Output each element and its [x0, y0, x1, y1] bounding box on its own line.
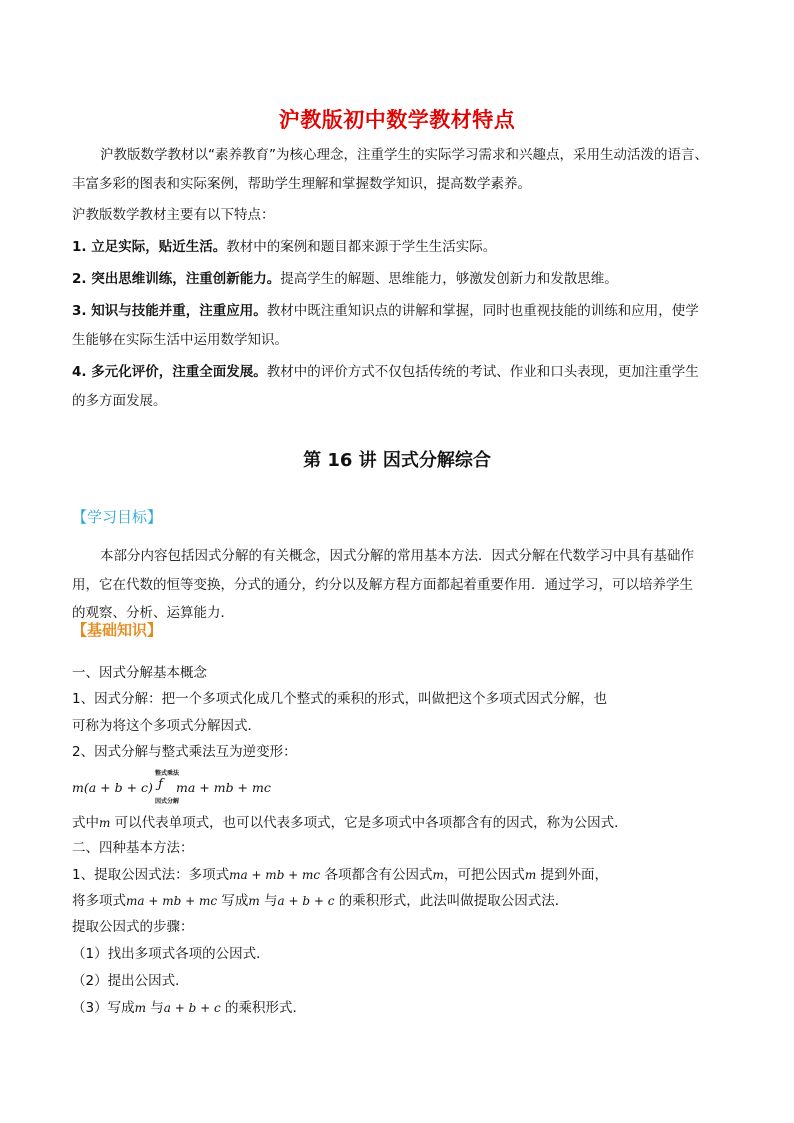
inverse-relation-text: 2、因式分解与整式乘法互为逆变形：: [72, 744, 297, 760]
common-factor-note: [72, 813, 628, 833]
m1-text-a: 1、提取公因式法：多项式: [72, 867, 230, 883]
intro-paragraph-line2: 丰富多彩的图表和实际案例，帮助学生理解和掌握数学知识，提高数学素养。: [72, 176, 531, 192]
m1l2-expr2: a + b + c: [277, 894, 335, 908]
note-var-m: m: [99, 816, 111, 830]
lecture-title: 第 16 讲 因式分解综合: [303, 450, 491, 471]
step-3: [72, 998, 306, 1018]
step3-text-a: （3）写成: [72, 1000, 135, 1016]
feature-item-4-line2: 的多方面发展。: [72, 393, 167, 409]
steps-title: 提取公因式的步骤：: [72, 919, 194, 935]
learning-goals-line2: 用，它在代数的恒等变换，分式的通分，约分以及解方程方面都起着重要作用．通过学习，可以培养学生: [72, 577, 693, 593]
step3-text-b: 与: [145, 1000, 164, 1016]
definition-line1: 1、因式分解：把一个多项式化成几个整式的乘积的形式，叫做把这个多项式因式分解，也: [72, 691, 608, 707]
learning-goals-heading: 【学习目标】: [72, 508, 163, 526]
m1l2-var-m: m: [248, 894, 260, 908]
m1-var-m: m: [432, 868, 444, 882]
m1l2-text-a: 将多项式: [72, 893, 126, 909]
feature-item-4: [72, 362, 699, 382]
m1l2-text-b: 写成: [217, 893, 249, 909]
m1-text-b: 各项都含有公因式: [320, 867, 433, 883]
note-text-a: 式中: [72, 815, 99, 831]
basic-knowledge-heading: 【基础知识】: [72, 621, 163, 639]
note-text-b: 可以代表单项式，也可以代表多项式，它是多项式中各项都含有的因式，称为公因式．: [110, 815, 628, 831]
section-2-title: 二、四种基本方法：: [72, 840, 194, 856]
learning-goals-line1: 本部分内容包括因式分解的有关概念，因式分解的常用基本方法．因式分解在代数学习中具有基础作: [100, 548, 694, 564]
feature-item-3-text: 教材中既注重知识点的讲解和掌握，同时也重视技能的训练和应用，使学: [266, 303, 699, 319]
feature-item-1-text: 教材中的案例和题目都来源于学生生活实际。: [226, 239, 497, 255]
definition-line2: 可称为将这个多项式分解因式．: [72, 718, 261, 734]
step3-text-c: 的乘积形式．: [220, 1000, 307, 1016]
formula-rhs: ma + mb + mc: [176, 780, 271, 795]
learning-goals-line3: 的观察、分析、运算能力．: [72, 605, 234, 621]
feature-item-1: [72, 237, 496, 257]
step3-var-m: m: [134, 1001, 146, 1015]
m1l2-text-c: 与: [259, 893, 278, 909]
feature-item-3-line2: 生能够在实际生活中运用数学知识。: [72, 332, 288, 348]
method-1-line1: [72, 865, 608, 885]
m1l2-text-d: 的乘积形式，此法叫做提取公因式法．: [334, 893, 569, 909]
m1-text-d: 提到外面，: [536, 867, 609, 883]
formula-label-factorization: 因式分解: [154, 798, 179, 805]
feature-item-3-heading: 3. 知识与技能并重，注重应用。: [72, 303, 267, 319]
feature-item-3: [72, 301, 699, 321]
feature-item-4-text: 教材中的评价方式不仅包括传统的考试、作业和口头表现，更加注重学生: [266, 364, 699, 380]
intro-features-lead: 沪教版数学教材主要有以下特点：: [72, 207, 275, 223]
m1-text-c: ，可把公因式: [443, 867, 525, 883]
step-1: （1）找出多项式各项的公因式．: [72, 946, 270, 962]
intro-paragraph-line1: 沪教版数学教材以“素养教育”为核心理念，注重学生的实际学习需求和兴趣点，采用生动活泼的语言、: [100, 147, 708, 163]
formula-label-multiplication: 整式乘法: [154, 770, 179, 777]
formula-lhs: m(a + b + c): [72, 780, 153, 795]
formula-arrow-icon: ƒ: [158, 777, 163, 792]
feature-item-4-heading: 4. 多元化评价，注重全面发展。: [72, 364, 267, 380]
feature-item-2: [72, 269, 618, 289]
m1-var-m2: m: [524, 868, 537, 882]
step-2: （2）提出公因式．: [72, 973, 189, 989]
section-1-title: 一、因式分解基本概念: [72, 665, 207, 681]
method-1-line2: [72, 891, 568, 911]
step3-expr: a + b + c: [163, 1001, 221, 1015]
m1l2-expr: ma + mb + mc: [126, 894, 218, 908]
feature-item-1-heading: 1. 立足实际，贴近生活。: [72, 239, 227, 255]
page-title: 沪教版初中数学教材特点: [278, 108, 516, 132]
m1-expr: ma + mb + mc: [229, 868, 321, 882]
feature-item-2-heading: 2. 突出思维训练，注重创新能力。: [72, 271, 281, 287]
feature-item-2-text: 提高学生的解题、思维能力，够激发创新力和发散思维。: [280, 271, 618, 287]
